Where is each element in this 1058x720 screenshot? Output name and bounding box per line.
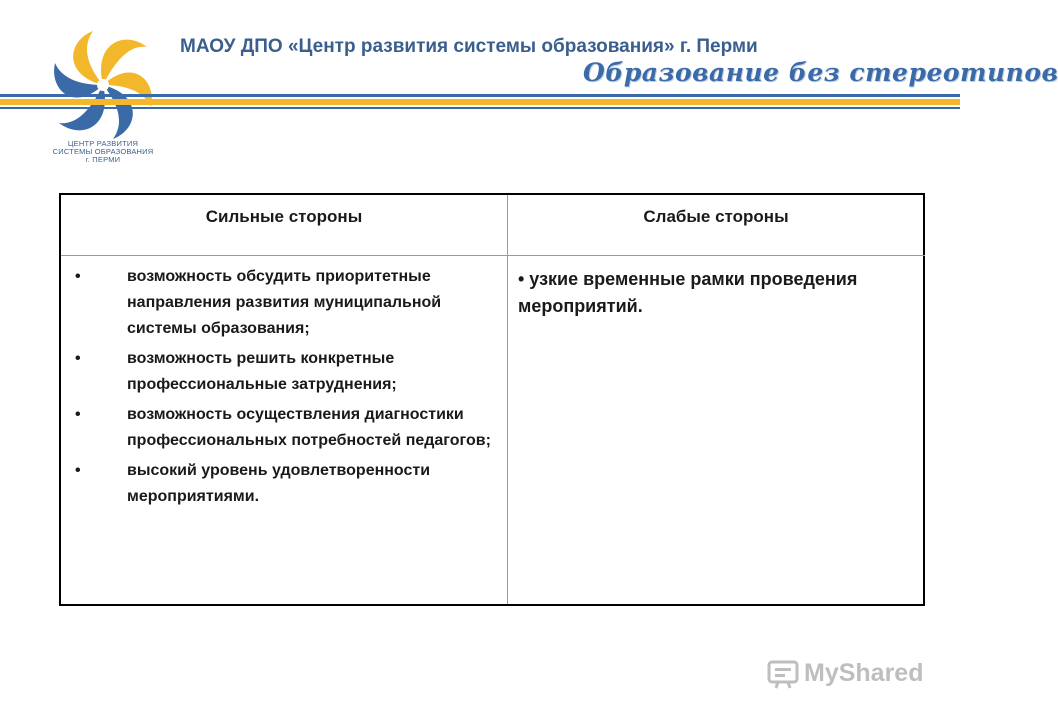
strengths-weaknesses-table (59, 193, 925, 606)
bullet: • (75, 350, 81, 367)
strength-text: высокий уровень удовлетворенности мероприятиями. (127, 462, 431, 505)
watermark-text: MyShared (804, 658, 924, 687)
logo-caption-line: СИСТЕМЫ ОБРАЗОВАНИЯ (52, 147, 154, 156)
slogan: Образование без стереотипов (583, 58, 1058, 87)
logo-caption (44, 140, 162, 164)
strength-text: возможность решить конкретные профессиональные затруднения; (127, 350, 397, 393)
weakness-text: • узкие временные рамки проведения мероприятий. (518, 269, 858, 316)
weaknesses-cell (508, 256, 925, 320)
header-divider-accent (0, 99, 960, 105)
list-item (71, 402, 493, 454)
strength-text: возможность осуществления диагностики профессиональных потребностей педагогов; (127, 406, 491, 449)
bullet: • (75, 462, 81, 479)
myshared-logo-icon (766, 656, 800, 690)
strength-text: возможность обсудить приоритетные направления развития муниципальной системы образования; (127, 268, 442, 337)
logo-caption-line: г. ПЕРМИ (85, 155, 121, 164)
bullet: • (75, 406, 81, 423)
organization-title: МАОУ ДПО «Центр развития системы образования» г. Перми (180, 36, 758, 57)
strengths-header: Сильные стороны (61, 195, 507, 256)
strengths-cell (61, 256, 507, 514)
header-divider (0, 94, 960, 97)
list-item (71, 264, 493, 342)
logo-caption-line: ЦЕНТР РАЗВИТИЯ (67, 139, 139, 148)
list-item (71, 346, 493, 398)
list-item (71, 458, 493, 510)
bullet: • (75, 268, 81, 285)
pinwheel-logo-icon (44, 30, 162, 140)
header-divider (0, 107, 960, 109)
weaknesses-header: Слабые стороны (507, 195, 925, 256)
myshared-watermark (766, 656, 923, 690)
